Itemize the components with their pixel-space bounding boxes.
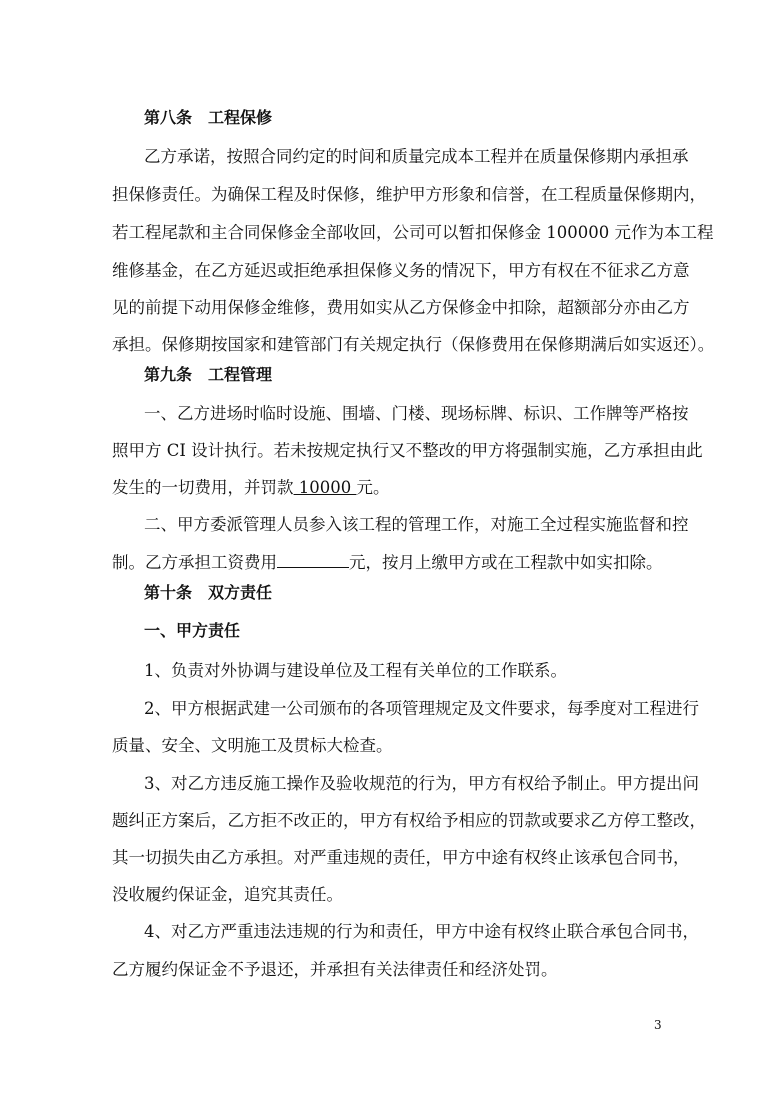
page-number: 3 bbox=[654, 1018, 662, 1032]
fine-text-pre: 发生的一切费用，并罚款 bbox=[112, 478, 294, 497]
party-a-heading: 一、甲方责任 bbox=[144, 621, 241, 640]
article-8-line: 见的前提下动用保修金维修，费用如实从乙方保修金中扣除，超额部分亦由乙方 bbox=[112, 298, 690, 317]
party-a-item-4: 乙方履约保证金不予退还，并承担有关法律责任和经济处罚。 bbox=[112, 960, 558, 979]
article-8-line: 若工程尾款和主合同保修金全部收回，公司可以暂扣保修金 100000 元作为本工程 bbox=[112, 223, 714, 242]
article-8-line: 乙方承诺，按照合同约定的时间和质量完成本工程并在质量保修期内承担承 bbox=[144, 147, 689, 166]
party-a-item-3: 题纠正方案后，乙方拒不改正的，甲方有权给予相应的罚款或要求乙方停工整改， bbox=[112, 811, 706, 830]
party-a-item-2: 2、甲方根据武建一公司颁布的各项管理规定及文件要求，每季度对工程进行 bbox=[144, 699, 699, 718]
article-8-line: 承担。保修期按国家和建管部门有关规定执行（保修费用在保修期满后如实返还）。 bbox=[112, 335, 715, 354]
article-8-line: 维修基金，在乙方延迟或拒绝承担保修义务的情况下，甲方有权在不征求乙方意 bbox=[112, 261, 690, 280]
party-a-item-1: 1、负责对外协调与建设单位及工程有关单位的工作联系。 bbox=[144, 661, 567, 680]
fine-text-post: 元。 bbox=[356, 478, 390, 497]
party-a-item-2: 质量、安全、文明施工及贯标大检查。 bbox=[112, 736, 393, 755]
article-9-line: 二、甲方委派管理人员参入该工程的管理工作，对施工全过程实施监督和控 bbox=[144, 515, 689, 534]
party-a-item-3: 没收履约保证金，追究其责任。 bbox=[112, 885, 343, 904]
wage-text-post: 元，按月上缴甲方或在工程款中如实扣除。 bbox=[349, 553, 663, 572]
article-9-fine-line bbox=[112, 476, 672, 500]
article-9-line: 照甲方 CI 设计执行。若未按规定执行又不整改的甲方将强制实施，乙方承担由此 bbox=[112, 441, 703, 460]
wage-blank bbox=[277, 551, 349, 568]
article-8-line: 担保修责任。为确保工程及时保修，维护甲方形象和信誉，在工程质量保修期内， bbox=[112, 185, 706, 204]
party-a-item-3: 3、对乙方违反施工操作及验收规范的行为，甲方有权给予制止。甲方提出问 bbox=[144, 774, 699, 793]
party-a-item-4: 4、对乙方严重违法违规的行为和责任，甲方中途有权终止联合承包合同书， bbox=[144, 922, 699, 941]
article-8-heading: 第八条 工程保修 bbox=[144, 108, 273, 127]
article-9-wage-line bbox=[112, 551, 672, 575]
party-a-item-3: 其一切损失由乙方承担。对严重违规的责任，甲方中途有权终止该承包合同书， bbox=[112, 848, 690, 867]
article-10-heading: 第十条 双方责任 bbox=[144, 583, 273, 602]
article-9-line: 一、乙方进场时临时设施、围墙、门楼、现场标牌、标识、工作牌等严格按 bbox=[144, 404, 689, 423]
wage-text-pre: 制。乙方承担工资费用 bbox=[112, 553, 277, 572]
fine-amount: 10000 bbox=[293, 478, 357, 497]
article-9-heading: 第九条 工程管理 bbox=[144, 365, 273, 384]
